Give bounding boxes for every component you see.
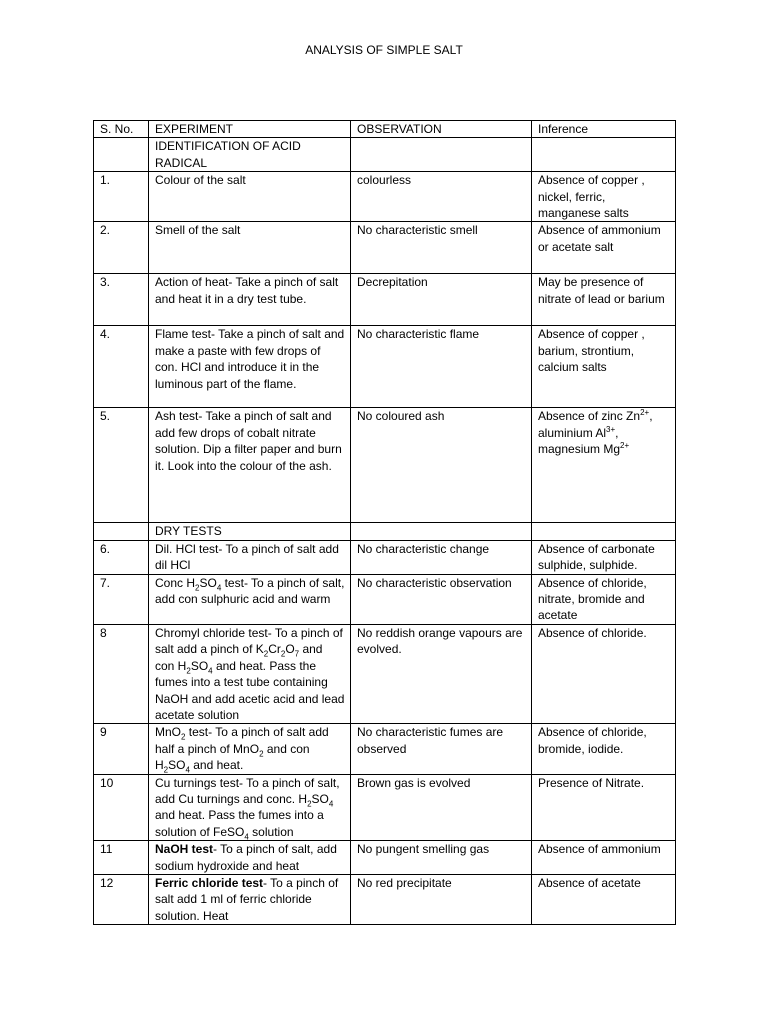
header-experiment: EXPERIMENT	[149, 121, 351, 138]
cell-observation: Decrepitation	[351, 274, 532, 326]
cell-inference: Absence of zinc $Zn^{2+}$, aluminium $Al^{3+}$, magnesium $Mg^{2+}$	[532, 408, 676, 523]
header-observation: OBSERVATION	[351, 121, 532, 138]
cell-experiment: Ferric chloride test- To a pinch of salt add 1 ml of ferric chloride solution. Heat	[149, 874, 351, 924]
table-row	[94, 540, 676, 574]
cell-experiment: NaOH test- To a pinch of salt, add sodium hydroxide and heat	[149, 841, 351, 875]
cell-observation: No pungent smelling gas	[351, 841, 532, 875]
cell-experiment: Chromyl chloride test- To a pinch of salt add a pinch of $K_2Cr_2O_7$ and con $H_2SO_4$ and heat. Pass the fumes into a test tube containing NaOH and add acetic acid and lead acetate solution	[149, 624, 351, 723]
cell-observation: No red precipitate	[351, 874, 532, 924]
cell-observation: No reddish orange vapours are evolved.	[351, 624, 532, 723]
cell-observation: No characteristic flame	[351, 326, 532, 408]
cell-inference: Absence of ammonium or acetate salt	[532, 222, 676, 274]
section-row-dry-tests	[94, 523, 676, 540]
table-row	[94, 326, 676, 408]
cell-sno: 12	[94, 874, 149, 924]
cell-experiment: Action of heat- Take a pinch of salt and heat it in a dry test tube.	[149, 274, 351, 326]
cell-inference: Absence of chloride.	[532, 624, 676, 723]
cell-sno: 10	[94, 774, 149, 841]
cell-inference: May be presence of nitrate of lead or barium	[532, 274, 676, 326]
table-row	[94, 874, 676, 924]
cell-experiment: Conc $H_2SO_4$ test- To a pinch of salt, add con sulphuric acid and warm	[149, 574, 351, 624]
table-row	[94, 574, 676, 624]
table-row	[94, 774, 676, 841]
salt-analysis-table	[93, 120, 676, 925]
table-row	[94, 724, 676, 774]
header-sno: S. No.	[94, 121, 149, 138]
cell-sno: 4.	[94, 326, 149, 408]
cell-observation: No characteristic change	[351, 540, 532, 574]
section-row-acid-radical	[94, 138, 676, 172]
header-inference: Inference	[532, 121, 676, 138]
section-title: DRY TESTS	[149, 523, 351, 540]
cell-sno: 5.	[94, 408, 149, 523]
cell-experiment: Ash test- Take a pinch of salt and add few drops of cobalt nitrate solution. Dip a filter paper and burn it. Look into the colour of the ash.	[149, 408, 351, 523]
cell-inference: Absence of ammonium	[532, 841, 676, 875]
cell-sno: 8	[94, 624, 149, 723]
cell-experiment: Dil. HCl test- To a pinch of salt add dil HCl	[149, 540, 351, 574]
cell-observation: No characteristic fumes are observed	[351, 724, 532, 774]
cell-sno: 6.	[94, 540, 149, 574]
cell-experiment: Colour of the salt	[149, 172, 351, 222]
cell-observation: No coloured ash	[351, 408, 532, 523]
cell-inference: Presence of Nitrate.	[532, 774, 676, 841]
cell-sno: 2.	[94, 222, 149, 274]
cell-sno: 1.	[94, 172, 149, 222]
table-header-row	[94, 121, 676, 138]
cell-observation: No characteristic observation	[351, 574, 532, 624]
table-row	[94, 408, 676, 523]
cell-sno: 9	[94, 724, 149, 774]
cell-sno: 7.	[94, 574, 149, 624]
cell-inference: Absence of carbonate sulphide, sulphide.	[532, 540, 676, 574]
cell-inference: Absence of chloride, bromide, iodide.	[532, 724, 676, 774]
cell-experiment: MnO$_2$ test- To a pinch of salt add half a pinch of MnO$_2$ and con $H_2SO_4$ and heat.	[149, 724, 351, 774]
cell-observation: No characteristic smell	[351, 222, 532, 274]
table-row	[94, 172, 676, 222]
section-title: IDENTIFICATION OF ACID RADICAL	[149, 138, 351, 172]
cell-observation: colourless	[351, 172, 532, 222]
cell-experiment: Flame test- Take a pinch of salt and make a paste with few drops of con. HCl and introduce it in the luminous part of the flame.	[149, 326, 351, 408]
page-title: ANALYSIS OF SIMPLE SALT	[305, 43, 463, 57]
cell-inference: Absence of acetate	[532, 874, 676, 924]
cell-observation: Brown gas is evolved	[351, 774, 532, 841]
table-row	[94, 841, 676, 875]
table-row	[94, 624, 676, 723]
table-row	[94, 274, 676, 326]
table-row	[94, 222, 676, 274]
cell-experiment: Cu turnings test- To a pinch of salt, add Cu turnings and conc. $H_2SO_4$ and heat. Pass the fumes into a solution of FeSO$_4$ solution	[149, 774, 351, 841]
cell-sno: 3.	[94, 274, 149, 326]
cell-sno: 11	[94, 841, 149, 875]
cell-inference: Absence of copper , barium, strontium, calcium salts	[532, 326, 676, 408]
cell-inference: Absence of copper , nickel, ferric, manganese salts	[532, 172, 676, 222]
cell-inference: Absence of chloride, nitrate, bromide and acetate	[532, 574, 676, 624]
cell-experiment: Smell of the salt	[149, 222, 351, 274]
